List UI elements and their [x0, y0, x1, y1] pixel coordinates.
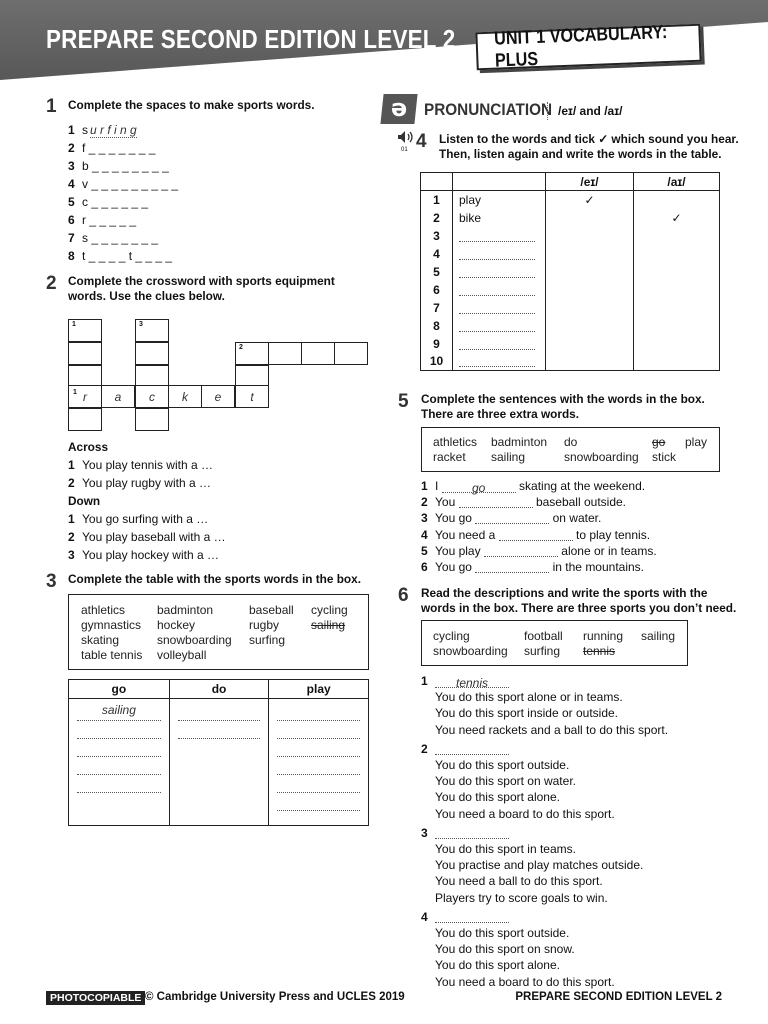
- answer-line[interactable]: [475, 511, 549, 524]
- tick-cell[interactable]: [634, 317, 720, 335]
- word: snowboarding: [564, 450, 639, 464]
- unit-title-box: [475, 21, 701, 72]
- exercise-5-word-box: [421, 427, 720, 472]
- tick-cell[interactable]: [634, 299, 720, 317]
- exercise-5-list: [421, 478, 657, 575]
- tick-cell[interactable]: [634, 245, 720, 263]
- crossword-letter: e: [214, 389, 222, 404]
- word-item: 6 r _ _ _ _ _: [68, 213, 137, 227]
- exercise-6-instruction-2: words in the box. There are three sports you don’t need.: [421, 601, 737, 615]
- speaker-icon: [397, 130, 415, 144]
- word-item: 3 b _ _ _ _ _ _ _ _: [68, 159, 169, 173]
- word-item: 5 c _ _ _ _ _ _: [68, 195, 149, 209]
- word-crossed-out: sailing: [311, 618, 346, 632]
- answer-line[interactable]: [459, 337, 535, 350]
- answer-line[interactable]: [77, 739, 161, 757]
- play-column: [269, 699, 369, 826]
- crossword-cell[interactable]: [68, 408, 102, 431]
- word: gymnastics: [81, 618, 142, 632]
- answer-line[interactable]: [499, 528, 573, 541]
- answer-line[interactable]: [277, 721, 360, 739]
- table-row: 5: [421, 263, 720, 281]
- tick-cell[interactable]: [546, 227, 634, 245]
- answer-line[interactable]: [77, 721, 161, 739]
- crossword-cell[interactable]: [334, 342, 368, 365]
- across-title: Across: [68, 440, 108, 454]
- word: snowboarding: [157, 633, 232, 647]
- answer-line[interactable]: [475, 560, 549, 573]
- exercise-6-list: [421, 673, 668, 993]
- schwa-icon: ə: [390, 94, 408, 122]
- exercise-5-number: 5: [398, 391, 409, 412]
- word: volleyball: [157, 648, 207, 662]
- word: stick: [652, 450, 676, 464]
- divider: [547, 102, 548, 120]
- answer-line[interactable]: [459, 354, 535, 367]
- pronunciation-sounds: /eɪ/ and /aɪ/: [558, 104, 623, 118]
- answer-line[interactable]: [484, 544, 558, 557]
- audio-track-number: 01: [401, 147, 408, 153]
- clue-down-1: 1 You go surfing with a …: [68, 512, 209, 526]
- table-header-go: go: [69, 680, 170, 699]
- answer-line[interactable]: [178, 721, 261, 739]
- answer-line[interactable]: [277, 757, 360, 775]
- crossword-number: 1: [73, 389, 77, 396]
- tick-cell[interactable]: [546, 299, 634, 317]
- tick-cell[interactable]: [546, 209, 634, 227]
- answer-line[interactable]: [77, 757, 161, 775]
- word: surfing: [524, 644, 561, 658]
- word: running: [583, 629, 624, 643]
- answer-line[interactable]: [77, 775, 161, 793]
- exercise-2-number: 2: [46, 273, 57, 294]
- description-item: 2 You do this sport outside. You do this sport on water. You do this sport alone. You need a board to do this sport.: [421, 741, 615, 821]
- word: racket: [433, 450, 466, 464]
- crossword-number: 2: [239, 344, 243, 351]
- sentence-item: 6 You go in the mountains.: [421, 560, 645, 575]
- sentence-item: 3 You go on water.: [421, 511, 602, 526]
- tick-cell[interactable]: [546, 335, 634, 353]
- col-header-ai: /aɪ/: [667, 174, 686, 189]
- clue-across-2: 2 You play rugby with a …: [68, 476, 211, 490]
- exercise-3-number: 3: [46, 571, 57, 592]
- word: cycling: [433, 629, 470, 643]
- clue-down-2: 2 You play baseball with a …: [68, 530, 226, 544]
- answer-line[interactable]: [277, 739, 360, 757]
- exercise-6-word-box: [421, 620, 688, 666]
- example-answer: sailing: [77, 703, 161, 721]
- exercise-6-number: 6: [398, 585, 409, 606]
- crossword-letter: k: [182, 389, 188, 404]
- tick-cell[interactable]: ✓: [671, 210, 682, 225]
- crossword-letter: r: [83, 389, 87, 404]
- table-row: 4: [421, 245, 720, 263]
- word: table tennis: [81, 648, 143, 662]
- crossword-number: 3: [139, 321, 143, 328]
- crossword-letter: c: [149, 389, 155, 404]
- table-header-play: play: [269, 680, 369, 699]
- word-item: 1 s u r f i n g: [68, 123, 137, 137]
- clue-down-3: 3 You play hockey with a …: [68, 548, 219, 562]
- exercise-4-number: 4: [416, 131, 427, 152]
- table-row: 2 bike ✓: [421, 209, 720, 227]
- crossword-cell[interactable]: [201, 385, 235, 408]
- down-title: Down: [68, 494, 101, 508]
- answer-line[interactable]: tennis: [435, 675, 509, 688]
- col-header-ei: /eɪ/: [546, 173, 634, 191]
- answer-line[interactable]: [435, 910, 509, 923]
- answer-line[interactable]: [277, 793, 360, 811]
- audio-track[interactable]: [397, 130, 415, 153]
- answer-line[interactable]: [435, 826, 509, 839]
- tick-cell[interactable]: [634, 227, 720, 245]
- crossword-cell[interactable]: [235, 342, 269, 365]
- tick-cell[interactable]: [546, 317, 634, 335]
- sentence-item: 5 You play alone or in teams.: [421, 543, 657, 558]
- word: surfing: [249, 633, 286, 647]
- crossword-cell[interactable]: [268, 342, 302, 365]
- table-row: 10: [421, 353, 720, 371]
- exercise-4-table: [420, 172, 720, 371]
- exercise-2-instruction: Complete the crossword with sports equipment words. Use the clues below.: [68, 274, 335, 303]
- table-row: 9: [421, 335, 720, 353]
- exercise-4-instruction-1: Listen to the words and tick ✓ which sound you hear.: [439, 132, 739, 146]
- copyright: © Cambridge University Press and UCLES 2019: [145, 991, 405, 1003]
- word: rugby: [249, 618, 280, 632]
- tick-cell[interactable]: [634, 263, 720, 281]
- tick-cell[interactable]: [634, 191, 720, 209]
- sentence-item: 4 You need a to play tennis.: [421, 527, 651, 542]
- example-answer: u r f i n g: [90, 123, 137, 137]
- exercise-4-instruction-2: Then, listen again and write the words in the table.: [439, 147, 722, 161]
- crossword-cell[interactable]: [68, 385, 102, 408]
- table-row: 3: [421, 227, 720, 245]
- word: sailing: [491, 450, 526, 464]
- tick-cell[interactable]: [634, 281, 720, 299]
- word: skating: [81, 633, 120, 647]
- table-row: 8: [421, 317, 720, 335]
- table-row: 6: [421, 281, 720, 299]
- answer-line[interactable]: [277, 775, 360, 793]
- description-item: 4 You do this sport outside. You do this sport on snow. You do this sport alone. You need a board to do this sport.: [421, 909, 615, 989]
- tick-cell[interactable]: [634, 353, 720, 371]
- answer-line[interactable]: [277, 703, 360, 721]
- answer-line[interactable]: [459, 301, 535, 314]
- answer-line[interactable]: [459, 229, 535, 242]
- crossword-cell[interactable]: [235, 385, 269, 408]
- answer-line[interactable]: [459, 265, 535, 278]
- answer-line[interactable]: [435, 742, 509, 755]
- crossword-cell[interactable]: [135, 342, 169, 365]
- tick-cell[interactable]: [546, 245, 634, 263]
- crossword-cell[interactable]: [135, 319, 169, 342]
- answer-line[interactable]: [459, 319, 535, 332]
- word-item: 4 v _ _ _ _ _ _ _ _ _: [68, 177, 179, 191]
- table-row: 1 play ✓: [421, 191, 720, 209]
- word-crossed-out: go: [652, 435, 666, 449]
- schwa-badge: [380, 94, 417, 124]
- word: snowboarding: [433, 644, 508, 658]
- photocopiable-label: PHOTOCOPIABLE: [46, 991, 145, 1005]
- tick-cell[interactable]: [546, 263, 634, 281]
- sentence-item: 1 I go skating at the weekend.: [421, 479, 646, 495]
- tick-cell[interactable]: [546, 353, 634, 371]
- answer-line[interactable]: go: [442, 480, 516, 493]
- crossword-cell[interactable]: [135, 408, 169, 431]
- word: play: [685, 435, 708, 449]
- word: badminton: [491, 435, 548, 449]
- exercise-1-instruction: Complete the spaces to make sports words.: [68, 98, 315, 112]
- word: athletics: [433, 435, 478, 449]
- do-column: [169, 699, 269, 826]
- unit-title: UNIT 1 VOCABULARY: PLUS: [493, 21, 668, 72]
- word-crossed-out: tennis: [583, 644, 616, 658]
- tick-cell[interactable]: [546, 281, 634, 299]
- crossword-cell[interactable]: [168, 385, 202, 408]
- tick-cell[interactable]: ✓: [546, 191, 634, 209]
- answer-line[interactable]: [178, 703, 261, 721]
- series-title: PREPARE SECOND EDITION LEVEL 2: [46, 24, 456, 54]
- footer-series: PREPARE SECOND EDITION LEVEL 2: [515, 991, 722, 1003]
- crossword-cell[interactable]: [68, 342, 102, 365]
- word-item: 7 s _ _ _ _ _ _ _: [68, 231, 159, 245]
- crossword-clues: [68, 438, 226, 564]
- description-item: 1 tennis You do this sport alone or in teams. You do this sport inside or outside. You need rackets and a ball to do this sport.: [421, 674, 669, 737]
- exercise-5-instruction-2: There are three extra words.: [421, 407, 580, 421]
- answer-line[interactable]: [459, 283, 535, 296]
- word-item: 8 t _ _ _ _ t _ _ _ _: [68, 249, 173, 263]
- crossword-cell[interactable]: [301, 342, 335, 365]
- word: football: [524, 629, 563, 643]
- sentence-item: 2 You baseball outside.: [421, 495, 627, 510]
- crossword-number: 1: [72, 321, 76, 328]
- exercise-3-table: [68, 679, 369, 826]
- table-header-do: do: [169, 680, 269, 699]
- exercise-6-instruction-1: Read the descriptions and write the sports with the: [421, 586, 708, 600]
- crossword-letter: t: [250, 389, 254, 404]
- answer-line[interactable]: [459, 247, 535, 260]
- crossword-cell[interactable]: [135, 385, 169, 408]
- crossword-letter: a: [114, 389, 122, 404]
- word: sailing: [641, 629, 676, 643]
- crossword-cell[interactable]: [101, 385, 135, 408]
- word: hockey: [157, 618, 196, 632]
- word: baseball: [249, 603, 294, 617]
- exercise-3-word-box: [68, 594, 369, 670]
- word: badminton: [157, 603, 214, 617]
- exercise-1-number: 1: [46, 96, 57, 117]
- section-title: PRONUNCIATION: [424, 100, 553, 119]
- word-item: 2 f _ _ _ _ _ _ _: [68, 141, 156, 155]
- crossword-cell[interactable]: [68, 319, 102, 342]
- exercise-5-instruction-1: Complete the sentences with the words in the box.: [421, 392, 705, 406]
- word: cycling: [311, 603, 348, 617]
- answer-line[interactable]: [459, 495, 533, 508]
- exercise-3-instruction: Complete the table with the sports words in the box.: [68, 572, 361, 586]
- description-item: 3 You do this sport in teams. You practise and play matches outside. You need a ball to do this sport. Players try to score goals to win.: [421, 825, 644, 905]
- clue-across-1: 1 You play tennis with a …: [68, 458, 213, 472]
- go-column: [69, 699, 170, 826]
- word: athletics: [81, 603, 126, 617]
- word: do: [564, 435, 578, 449]
- exercise-1-list: [68, 121, 178, 265]
- tick-cell[interactable]: [634, 335, 720, 353]
- table-row: 7: [421, 299, 720, 317]
